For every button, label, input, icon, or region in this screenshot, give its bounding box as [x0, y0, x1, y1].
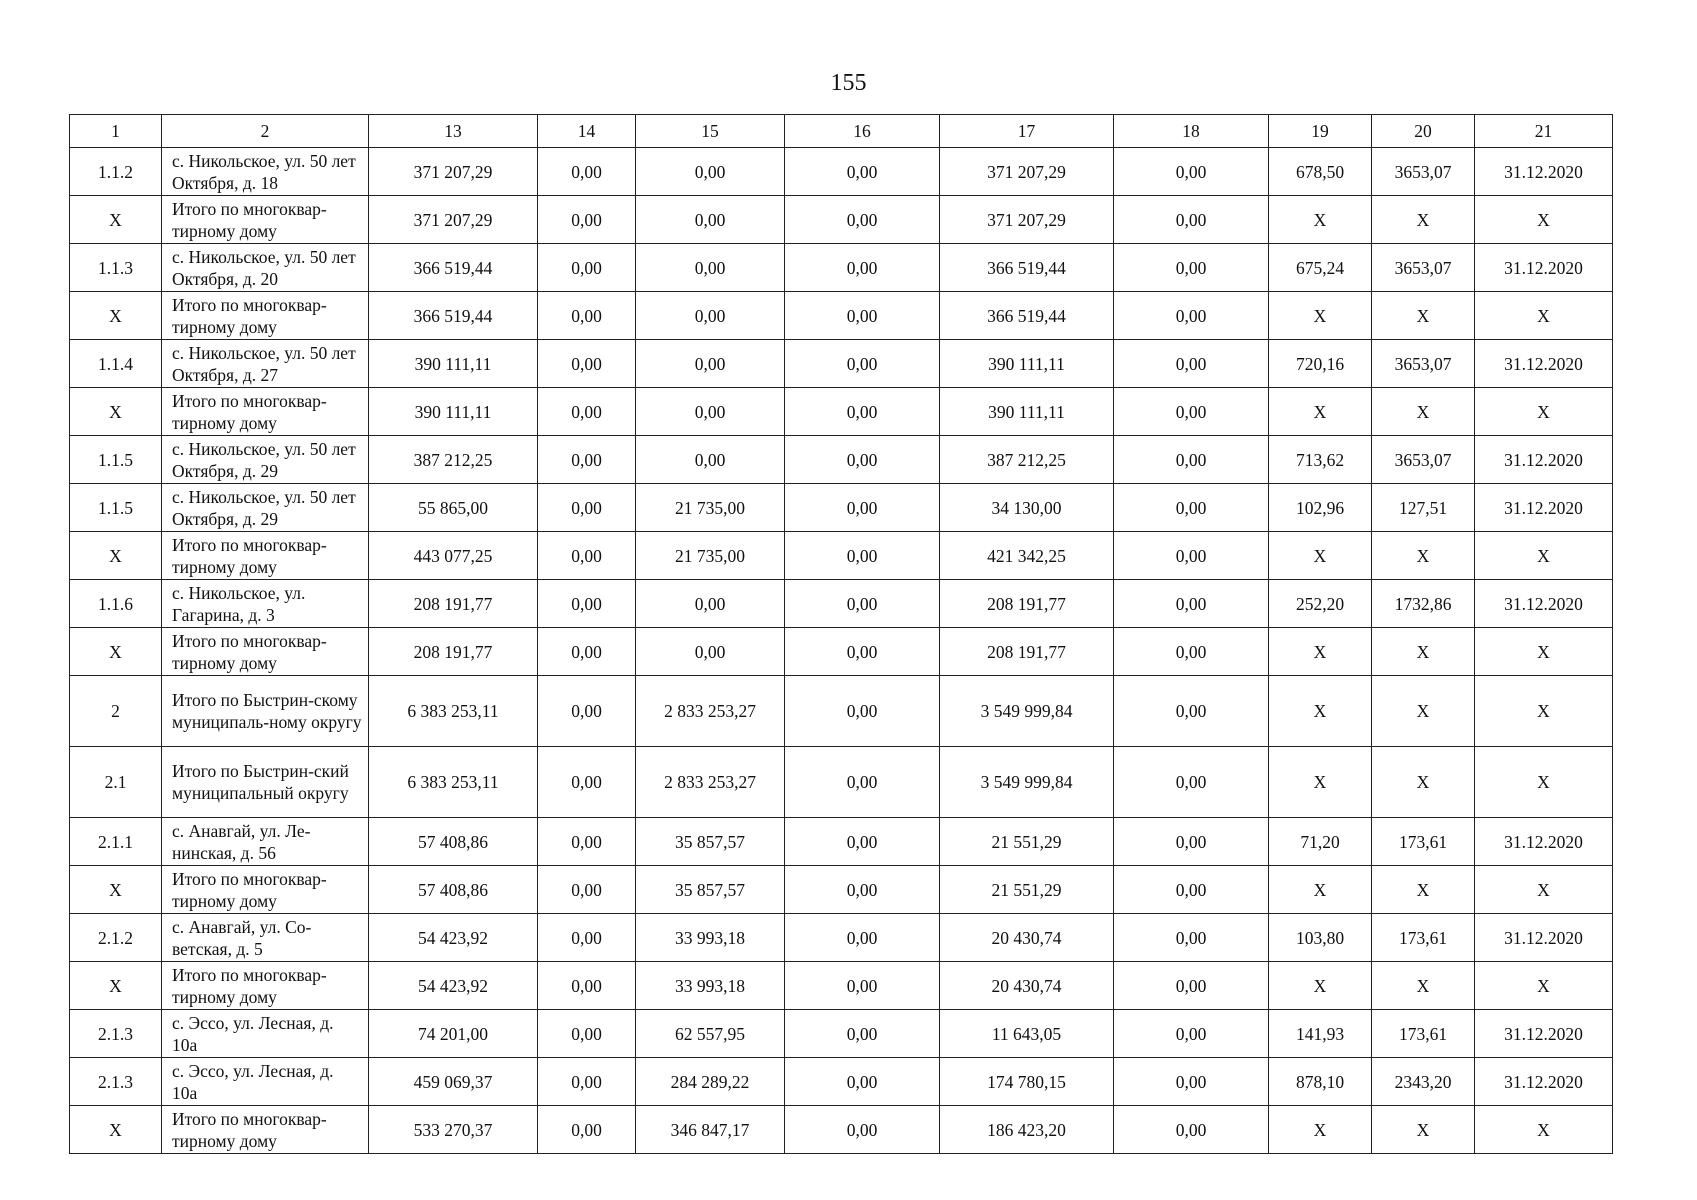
value-cell: 0,00 — [1114, 818, 1269, 866]
value-cell: 0,00 — [538, 1106, 636, 1154]
value-cell: 390 111,11 — [940, 388, 1114, 436]
table-row — [70, 436, 1613, 484]
value-cell: 0,00 — [785, 148, 940, 196]
value-cell: 387 212,25 — [940, 436, 1114, 484]
value-cell: 390 111,11 — [369, 340, 538, 388]
row-number-cell: 1.1.2 — [70, 148, 162, 196]
value-cell: Х — [1269, 292, 1372, 340]
table-row — [70, 1010, 1613, 1058]
value-cell: 74 201,00 — [369, 1010, 538, 1058]
value-cell: Х — [1475, 866, 1613, 914]
address-cell: с. Никольское, ул. 50 лет Октября, д. 29 — [162, 484, 369, 532]
value-cell: 346 847,17 — [636, 1106, 785, 1154]
value-cell: 141,93 — [1269, 1010, 1372, 1058]
table-row — [70, 196, 1613, 244]
address-cell: Итого по многоквар-тирному дому — [162, 962, 369, 1010]
value-cell: 284 289,22 — [636, 1058, 785, 1106]
value-cell: 371 207,29 — [369, 148, 538, 196]
value-cell: 31.12.2020 — [1475, 244, 1613, 292]
value-cell: 54 423,92 — [369, 962, 538, 1010]
value-cell: Х — [1475, 1106, 1613, 1154]
value-cell: 0,00 — [785, 818, 940, 866]
row-number-cell: 1.1.5 — [70, 484, 162, 532]
value-cell: 0,00 — [1114, 676, 1269, 747]
value-cell: 0,00 — [538, 676, 636, 747]
value-cell: 186 423,20 — [940, 1106, 1114, 1154]
value-cell: 0,00 — [636, 196, 785, 244]
value-cell: 878,10 — [1269, 1058, 1372, 1106]
value-cell: Х — [1475, 747, 1613, 818]
value-cell: Х — [1475, 676, 1613, 747]
value-cell: 103,80 — [1269, 914, 1372, 962]
value-cell: 0,00 — [538, 866, 636, 914]
value-cell: 0,00 — [636, 148, 785, 196]
row-number-cell: Х — [70, 532, 162, 580]
row-number-cell: 1.1.4 — [70, 340, 162, 388]
value-cell: 0,00 — [785, 1058, 940, 1106]
value-cell: 31.12.2020 — [1475, 436, 1613, 484]
value-cell: 0,00 — [1114, 1106, 1269, 1154]
value-cell: 11 643,05 — [940, 1010, 1114, 1058]
value-cell: 31.12.2020 — [1475, 818, 1613, 866]
value-cell: 0,00 — [785, 244, 940, 292]
value-cell: 0,00 — [636, 628, 785, 676]
value-cell: 0,00 — [785, 866, 940, 914]
value-cell: 62 557,95 — [636, 1010, 785, 1058]
value-cell: 21 551,29 — [940, 818, 1114, 866]
value-cell: Х — [1372, 676, 1475, 747]
address-cell: Итого по многоквар-тирному дому — [162, 1106, 369, 1154]
value-cell: Х — [1372, 292, 1475, 340]
value-cell: 0,00 — [1114, 580, 1269, 628]
value-cell: 0,00 — [1114, 148, 1269, 196]
table-row — [70, 244, 1613, 292]
row-number-cell: Х — [70, 962, 162, 1010]
value-cell: 0,00 — [636, 580, 785, 628]
value-cell: 31.12.2020 — [1475, 484, 1613, 532]
value-cell: 366 519,44 — [369, 292, 538, 340]
value-cell: 57 408,86 — [369, 818, 538, 866]
value-cell: 173,61 — [1372, 818, 1475, 866]
value-cell: Х — [1372, 747, 1475, 818]
value-cell: 0,00 — [785, 196, 940, 244]
address-cell: с. Никольское, ул. Гагарина, д. 3 — [162, 580, 369, 628]
table-body — [70, 148, 1613, 1154]
table-row — [70, 628, 1613, 676]
column-header: 18 — [1114, 115, 1269, 148]
column-header: 19 — [1269, 115, 1372, 148]
value-cell: 0,00 — [785, 484, 940, 532]
table-row — [70, 532, 1613, 580]
value-cell: 21 735,00 — [636, 532, 785, 580]
value-cell: 0,00 — [1114, 747, 1269, 818]
address-cell: с. Никольское, ул. 50 лет Октября, д. 18 — [162, 148, 369, 196]
value-cell: 102,96 — [1269, 484, 1372, 532]
table-row — [70, 1106, 1613, 1154]
column-header: 2 — [162, 115, 369, 148]
value-cell: 0,00 — [785, 436, 940, 484]
value-cell: 173,61 — [1372, 1010, 1475, 1058]
value-cell: Х — [1475, 196, 1613, 244]
table-row — [70, 962, 1613, 1010]
address-cell: с. Эссо, ул. Лесная, д. 10а — [162, 1010, 369, 1058]
value-cell: 720,16 — [1269, 340, 1372, 388]
value-cell: Х — [1372, 628, 1475, 676]
value-cell: 57 408,86 — [369, 866, 538, 914]
row-number-cell: Х — [70, 866, 162, 914]
value-cell: 371 207,29 — [940, 148, 1114, 196]
row-number-cell: 2.1.2 — [70, 914, 162, 962]
value-cell: Х — [1269, 1106, 1372, 1154]
value-cell: 0,00 — [636, 292, 785, 340]
value-cell: 127,51 — [1372, 484, 1475, 532]
value-cell: 0,00 — [1114, 962, 1269, 1010]
address-cell: Итого по многоквар-тирному дому — [162, 532, 369, 580]
table-row — [70, 484, 1613, 532]
address-cell: Итого по многоквар-тирному дому — [162, 388, 369, 436]
value-cell: 31.12.2020 — [1475, 1010, 1613, 1058]
value-cell: 0,00 — [538, 1058, 636, 1106]
table-row — [70, 914, 1613, 962]
table-row — [70, 818, 1613, 866]
value-cell: 387 212,25 — [369, 436, 538, 484]
value-cell: 0,00 — [538, 580, 636, 628]
address-cell: с. Анавгай, ул. Со-ветская, д. 5 — [162, 914, 369, 962]
value-cell: 0,00 — [538, 148, 636, 196]
value-cell: Х — [1269, 866, 1372, 914]
table-row — [70, 866, 1613, 914]
address-cell: Итого по Быстрин-скому муниципаль-ному округу — [162, 676, 369, 747]
table-row — [70, 148, 1613, 196]
value-cell: 1732,86 — [1372, 580, 1475, 628]
value-cell: Х — [1269, 532, 1372, 580]
value-cell: 3 549 999,84 — [940, 747, 1114, 818]
value-cell: 0,00 — [1114, 196, 1269, 244]
value-cell: 0,00 — [785, 676, 940, 747]
column-header: 1 — [70, 115, 162, 148]
value-cell: Х — [1372, 196, 1475, 244]
row-number-cell: 1.1.6 — [70, 580, 162, 628]
value-cell: 0,00 — [785, 292, 940, 340]
value-cell: 3653,07 — [1372, 340, 1475, 388]
row-number-cell: Х — [70, 388, 162, 436]
value-cell: 0,00 — [538, 436, 636, 484]
value-cell: 0,00 — [636, 340, 785, 388]
value-cell: 0,00 — [636, 436, 785, 484]
value-cell: 33 993,18 — [636, 962, 785, 1010]
row-number-cell: 2.1.3 — [70, 1058, 162, 1106]
value-cell: 0,00 — [538, 818, 636, 866]
page-number: 155 — [830, 70, 867, 96]
value-cell: 31.12.2020 — [1475, 1058, 1613, 1106]
value-cell: Х — [1269, 962, 1372, 1010]
value-cell: 55 865,00 — [369, 484, 538, 532]
column-header: 14 — [538, 115, 636, 148]
value-cell: 0,00 — [1114, 1010, 1269, 1058]
column-header: 15 — [636, 115, 785, 148]
value-cell: 371 207,29 — [369, 196, 538, 244]
value-cell: 35 857,57 — [636, 818, 785, 866]
value-cell: 31.12.2020 — [1475, 148, 1613, 196]
value-cell: 0,00 — [1114, 914, 1269, 962]
value-cell: 6 383 253,11 — [369, 747, 538, 818]
value-cell: 173,61 — [1372, 914, 1475, 962]
value-cell: 208 191,77 — [369, 580, 538, 628]
row-number-cell: Х — [70, 1106, 162, 1154]
value-cell: 208 191,77 — [940, 628, 1114, 676]
value-cell: 0,00 — [1114, 628, 1269, 676]
value-cell: 0,00 — [538, 962, 636, 1010]
value-cell: 20 430,74 — [940, 962, 1114, 1010]
row-number-cell: 2.1 — [70, 747, 162, 818]
value-cell: 0,00 — [785, 388, 940, 436]
value-cell: 252,20 — [1269, 580, 1372, 628]
value-cell: 0,00 — [1114, 340, 1269, 388]
value-cell: 0,00 — [1114, 532, 1269, 580]
value-cell: 71,20 — [1269, 818, 1372, 866]
row-number-cell: 2.1.1 — [70, 818, 162, 866]
value-cell: 31.12.2020 — [1475, 580, 1613, 628]
data-table — [69, 114, 1613, 1154]
value-cell: 0,00 — [636, 244, 785, 292]
table-row — [70, 388, 1613, 436]
value-cell: Х — [1269, 388, 1372, 436]
address-cell: Итого по многоквар-тирному дому — [162, 628, 369, 676]
row-number-cell: Х — [70, 628, 162, 676]
value-cell: Х — [1269, 676, 1372, 747]
value-cell: 0,00 — [538, 1010, 636, 1058]
value-cell: 0,00 — [538, 628, 636, 676]
value-cell: Х — [1372, 962, 1475, 1010]
value-cell: 0,00 — [785, 628, 940, 676]
address-cell: Итого по многоквар-тирному дому — [162, 196, 369, 244]
value-cell: Х — [1269, 628, 1372, 676]
value-cell: 0,00 — [538, 914, 636, 962]
value-cell: 0,00 — [636, 388, 785, 436]
value-cell: 0,00 — [785, 747, 940, 818]
column-header: 20 — [1372, 115, 1475, 148]
value-cell: Х — [1372, 1106, 1475, 1154]
value-cell: 6 383 253,11 — [369, 676, 538, 747]
value-cell: 2 833 253,27 — [636, 676, 785, 747]
address-cell: Итого по Быстрин-ский муниципальный округу — [162, 747, 369, 818]
value-cell: 21 735,00 — [636, 484, 785, 532]
value-cell: 0,00 — [785, 914, 940, 962]
value-cell: 675,24 — [1269, 244, 1372, 292]
address-cell: с. Анавгай, ул. Ле-нинская, д. 56 — [162, 818, 369, 866]
value-cell: 21 551,29 — [940, 866, 1114, 914]
value-cell: 0,00 — [1114, 244, 1269, 292]
value-cell: 3653,07 — [1372, 148, 1475, 196]
address-cell: с. Никольское, ул. 50 лет Октября, д. 29 — [162, 436, 369, 484]
value-cell: 421 342,25 — [940, 532, 1114, 580]
value-cell: 0,00 — [538, 292, 636, 340]
value-cell: 0,00 — [1114, 436, 1269, 484]
value-cell: 208 191,77 — [940, 580, 1114, 628]
value-cell: Х — [1269, 747, 1372, 818]
value-cell: Х — [1475, 388, 1613, 436]
value-cell: 0,00 — [538, 747, 636, 818]
value-cell: Х — [1475, 292, 1613, 340]
value-cell: 0,00 — [538, 388, 636, 436]
address-cell: с. Никольское, ул. 50 лет Октября, д. 20 — [162, 244, 369, 292]
table-row — [70, 747, 1613, 818]
value-cell: 0,00 — [1114, 292, 1269, 340]
value-cell: 3 549 999,84 — [940, 676, 1114, 747]
value-cell: 0,00 — [1114, 1058, 1269, 1106]
row-number-cell: 1.1.3 — [70, 244, 162, 292]
column-header: 21 — [1475, 115, 1613, 148]
value-cell: 31.12.2020 — [1475, 914, 1613, 962]
column-header: 17 — [940, 115, 1114, 148]
value-cell: Х — [1372, 388, 1475, 436]
address-cell: с. Никольское, ул. 50 лет Октября, д. 27 — [162, 340, 369, 388]
value-cell: 0,00 — [538, 244, 636, 292]
value-cell: 366 519,44 — [369, 244, 538, 292]
value-cell: 33 993,18 — [636, 914, 785, 962]
table-row — [70, 292, 1613, 340]
value-cell: 0,00 — [538, 340, 636, 388]
value-cell: 443 077,25 — [369, 532, 538, 580]
row-number-cell: Х — [70, 292, 162, 340]
value-cell: 35 857,57 — [636, 866, 785, 914]
value-cell: 366 519,44 — [940, 292, 1114, 340]
value-cell: Х — [1475, 962, 1613, 1010]
value-cell: 371 207,29 — [940, 196, 1114, 244]
value-cell: 174 780,15 — [940, 1058, 1114, 1106]
value-cell: Х — [1269, 196, 1372, 244]
value-cell: 2343,20 — [1372, 1058, 1475, 1106]
value-cell: 0,00 — [785, 1106, 940, 1154]
value-cell: 3653,07 — [1372, 244, 1475, 292]
value-cell: Х — [1372, 532, 1475, 580]
value-cell: 678,50 — [1269, 148, 1372, 196]
value-cell: 533 270,37 — [369, 1106, 538, 1154]
value-cell: 3653,07 — [1372, 436, 1475, 484]
table-row — [70, 340, 1613, 388]
value-cell: Х — [1475, 628, 1613, 676]
value-cell: 0,00 — [1114, 388, 1269, 436]
row-number-cell: 2 — [70, 676, 162, 747]
address-cell: Итого по многоквар-тирному дому — [162, 866, 369, 914]
table-row — [70, 676, 1613, 747]
value-cell: 31.12.2020 — [1475, 340, 1613, 388]
row-number-cell: 2.1.3 — [70, 1010, 162, 1058]
value-cell: 0,00 — [538, 196, 636, 244]
value-cell: 0,00 — [538, 532, 636, 580]
row-number-cell: 1.1.5 — [70, 436, 162, 484]
value-cell: 0,00 — [785, 532, 940, 580]
value-cell: 0,00 — [1114, 866, 1269, 914]
value-cell: 34 130,00 — [940, 484, 1114, 532]
value-cell: Х — [1372, 866, 1475, 914]
row-number-cell: Х — [70, 196, 162, 244]
value-cell: 54 423,92 — [369, 914, 538, 962]
address-cell: Итого по многоквар-тирному дому — [162, 292, 369, 340]
column-header: 13 — [369, 115, 538, 148]
value-cell: 0,00 — [1114, 484, 1269, 532]
table-row — [70, 1058, 1613, 1106]
value-cell: 459 069,37 — [369, 1058, 538, 1106]
value-cell: 0,00 — [785, 340, 940, 388]
address-cell: с. Эссо, ул. Лесная, д. 10а — [162, 1058, 369, 1106]
value-cell: 0,00 — [785, 1010, 940, 1058]
value-cell: 0,00 — [538, 484, 636, 532]
value-cell: 713,62 — [1269, 436, 1372, 484]
value-cell: 366 519,44 — [940, 244, 1114, 292]
value-cell: 0,00 — [785, 580, 940, 628]
column-header: 16 — [785, 115, 940, 148]
value-cell: 2 833 253,27 — [636, 747, 785, 818]
table-row — [70, 580, 1613, 628]
value-cell: 0,00 — [785, 962, 940, 1010]
value-cell: Х — [1475, 532, 1613, 580]
header-row — [70, 115, 1613, 148]
value-cell: 20 430,74 — [940, 914, 1114, 962]
value-cell: 390 111,11 — [940, 340, 1114, 388]
value-cell: 390 111,11 — [369, 388, 538, 436]
value-cell: 208 191,77 — [369, 628, 538, 676]
